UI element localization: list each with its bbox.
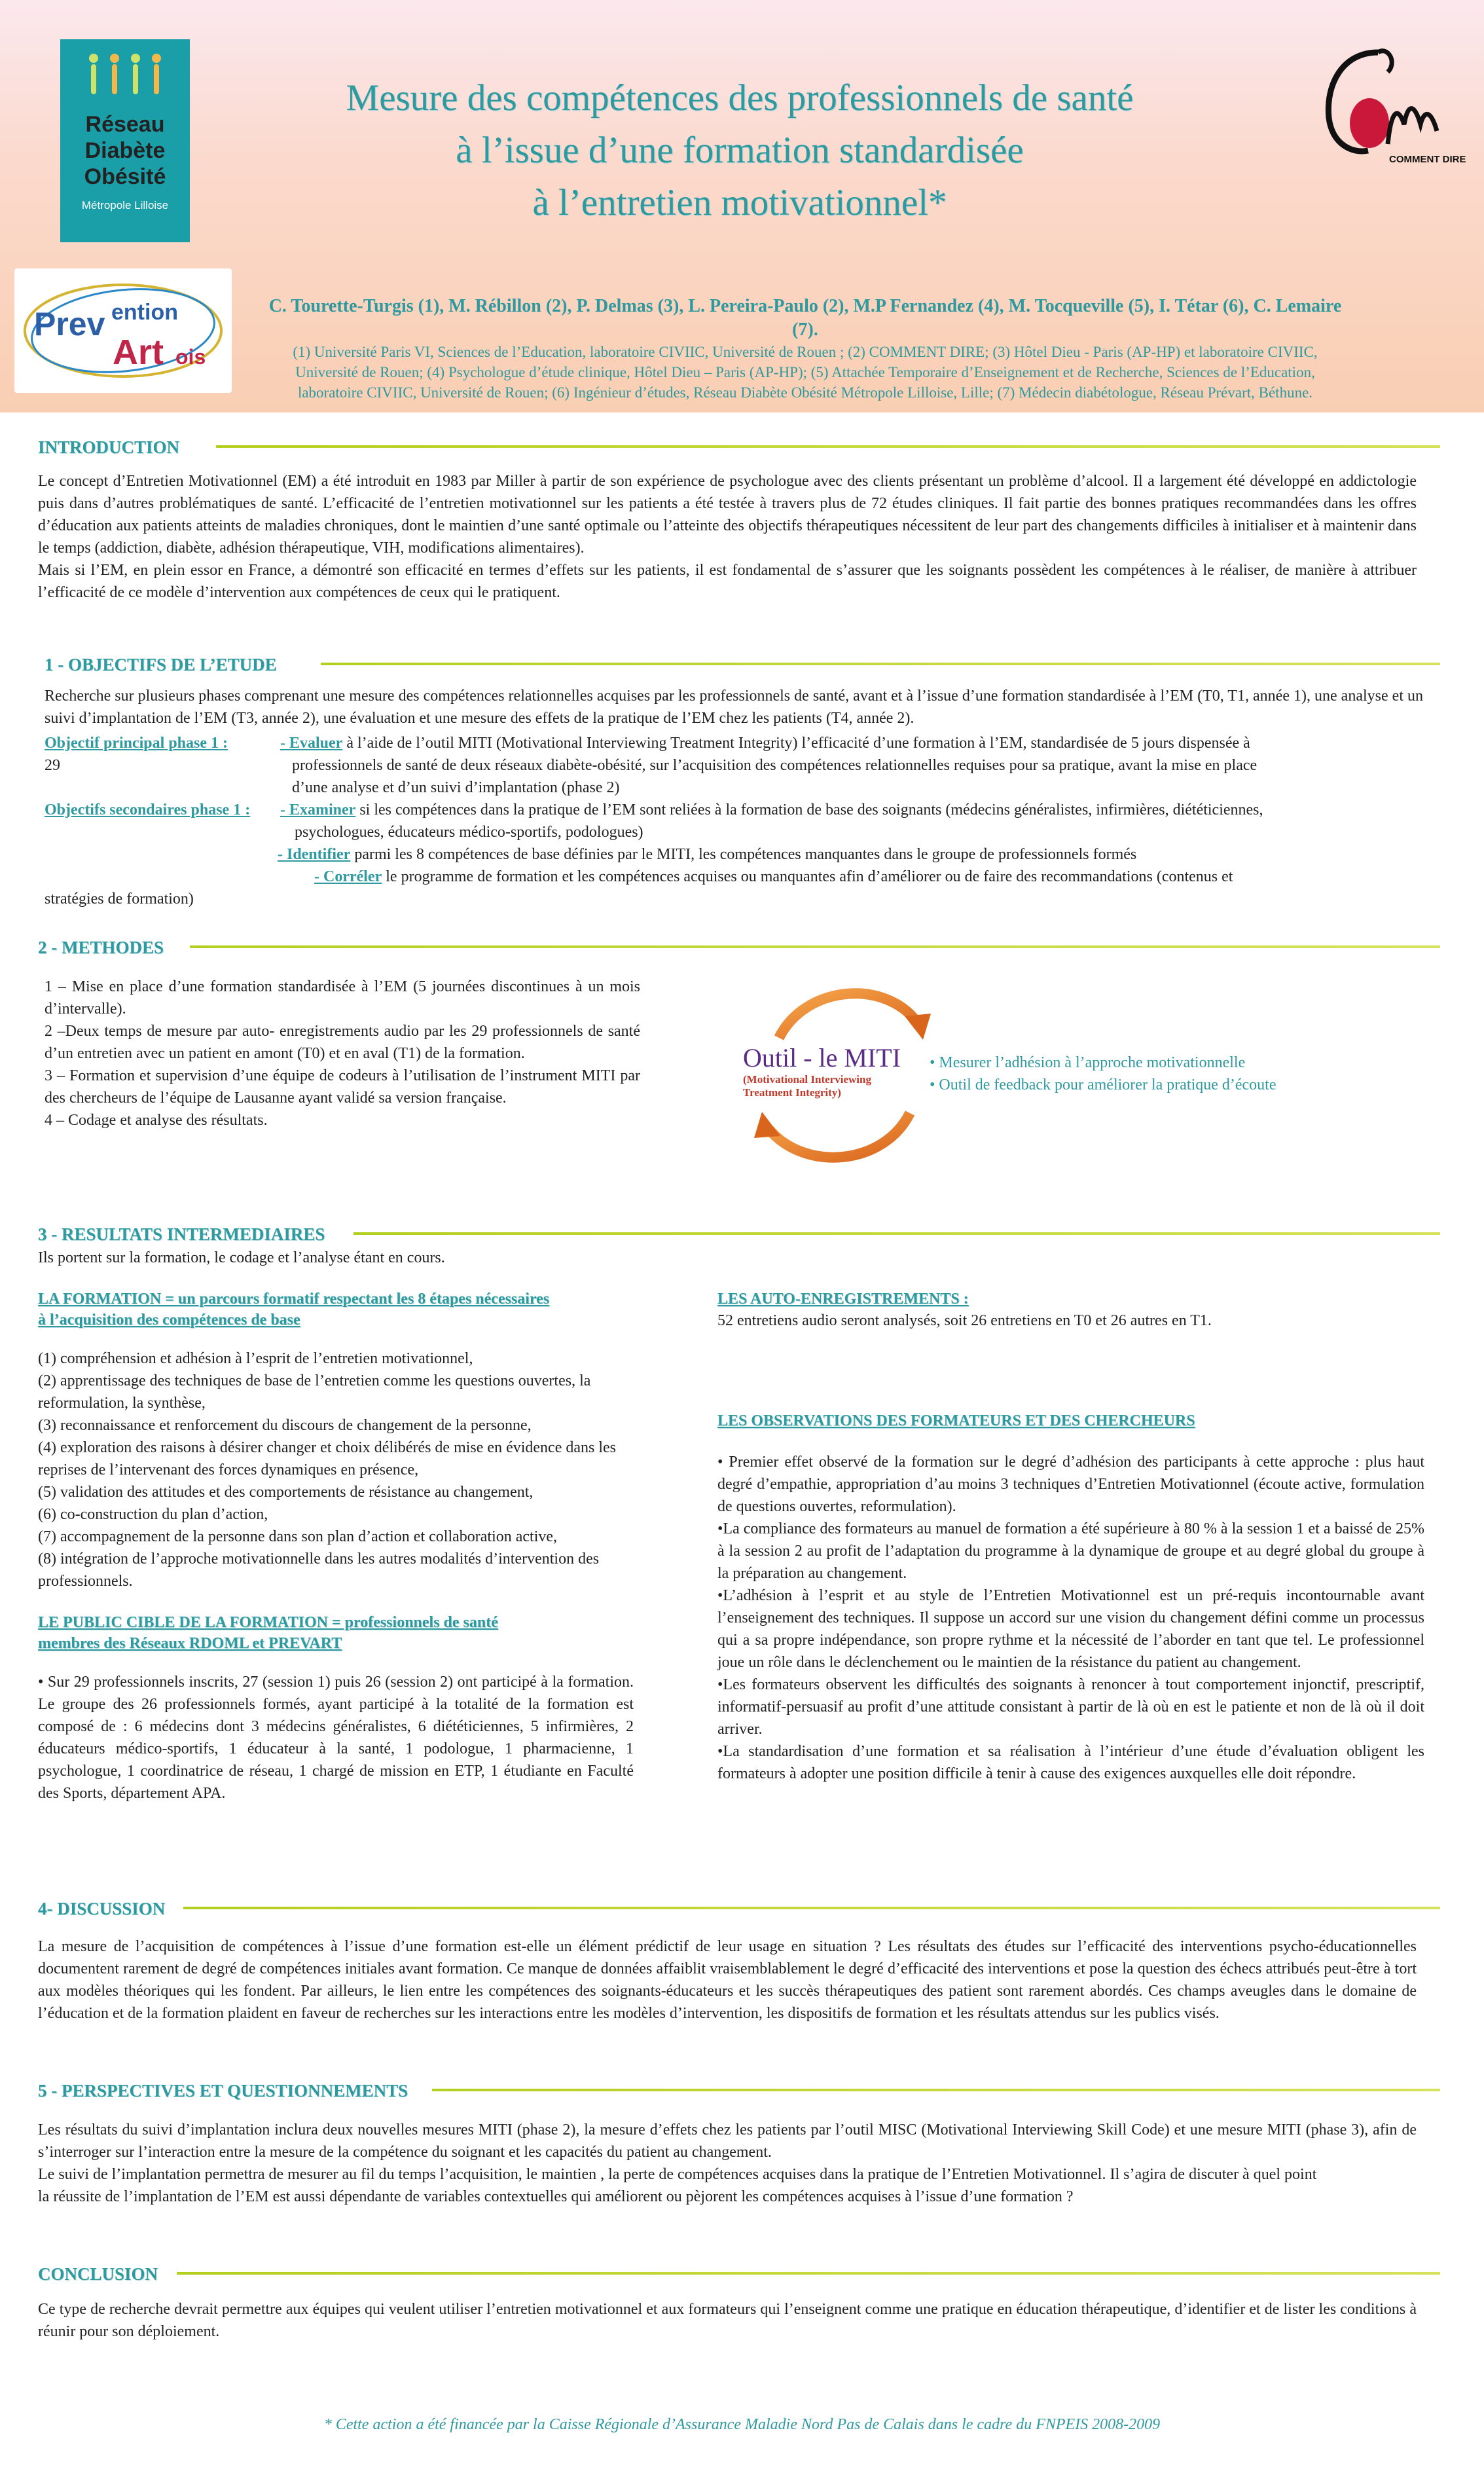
observations-heading: LES OBSERVATIONS DES FORMATEURS ET DES CHERCHEURS xyxy=(717,1412,1195,1429)
miti-points xyxy=(930,1052,1427,1096)
perspectives-paragraph: la réussite de l’implantation de l’EM est aussi dépendante de variables contextuelles qui améliorent ou pèjorent les compétences acquises à l’issue d’une formation ? xyxy=(38,2188,1074,2205)
objectif-principal-number: 29 xyxy=(45,757,60,774)
rdo-logo-subtitle: Métropole Lilloise xyxy=(81,199,169,211)
miti-label xyxy=(743,1042,939,1099)
observations-block xyxy=(717,1289,1424,1785)
methodes-item: 4 – Codage et analyse des résultats. xyxy=(45,1112,268,1129)
objectif-principal-text3: d’une analyse et d’un suivi d’implantation (phase 2) xyxy=(292,779,620,796)
people-icon xyxy=(60,39,190,106)
cycle-arrowhead-bottom xyxy=(754,1112,780,1138)
formation-item: (1) compréhension et adhésion à l’esprit de l’entretien motivationnel, xyxy=(38,1350,473,1367)
objectif-secondaire-3-verb: - Corréler xyxy=(314,868,382,885)
perspectives-heading: 5 - PERSPECTIVES ET QUESTIONNEMENTS xyxy=(38,2081,408,2100)
title-line3: à l’entretien motivationnel* xyxy=(532,182,947,223)
intro-paragraph-1: Le concept d’Entretien Motivationnel (EM) a été introduit en 1983 par Miller à partir de son expérience de psychologue avec des clients présentant un problème d’alcool. Il a largement été développé en addictologie puis dans d’autres problématiques de santé. L’efficacité de l’entretien motivationnel sur les patients a été testée à travers plus de 72 études cliniques. Il fait partie des bonnes pratiques recommandées dans les offres d’éducation aux patients atteints de maladies chroniques, dont le maintien d’une santé optimale ou l’atteinte des objectifs thérapeutiques nécessitent de leur part des changements difficiles à initialiser et à maintenir dans le temps (addiction, diabète, adhésion thérapeutique, VIH, modifications alimentaires). xyxy=(38,473,1417,557)
perspectives-paragraph: Les résultats du suivi d’implantation inclura deux nouvelles mesures MITI (phase 2), la mesure d’effets chez les patients par l’outil MISC (Motivational Interviewing Skill Code) et une mesure MITI (phase 3), afin de s’interroger sur l’interaction entre la mesure de la compétence du soignant et les capacités du patient au changement. xyxy=(38,2121,1417,2161)
prevart-logo-text4: ois xyxy=(175,345,206,369)
cycle-arrow-bottom xyxy=(769,1113,910,1158)
observation-item: •L’adhésion à l’esprit et au style de l’Entretien Motivationnel est un pré-requis incontournable avant l’enseignement des techniques. Il suppose un accord sur une vision du changement défini comme un processus qui a sa propre indépendance, son propre rythme et la nécessité de l’aborder en tant que tel. Le professionnel joue un rôle dans le déclenchement ou le maintien de la résistance du patient au changement. xyxy=(717,1587,1424,1671)
methodes-list xyxy=(45,976,640,1131)
formation-item: (2) apprentissage des techniques de base de l’entretien comme les questions ouvertes, la reformulation, la synthèse, xyxy=(38,1372,591,1412)
intro-heading: INTRODUCTION xyxy=(38,437,180,457)
rdo-logo-line1: Réseau xyxy=(85,112,165,137)
authors-block xyxy=(268,295,1342,403)
formation-item: (7) accompagnement de la personne dans son plan d’action et collaboration active, xyxy=(38,1528,558,1545)
title-line2: à l’issue d’une formation standardisée xyxy=(456,130,1024,171)
objectif-principal-text1: à l’aide de l’outil MITI (Motivational Interviewing Treatment Integrity) l’efficacité d’une formation à l’EM, standardisée de 5 jours dispensée à xyxy=(342,735,1250,752)
formation-item: (3) reconnaissance et renforcement du discours de changement de la personne, xyxy=(38,1417,532,1434)
observation-item: •La standardisation d’une formation et sa réalisation à l’intérieur d’une étude d’évaluation obligent les formateurs à adopter une position difficile à tenir à cause des exigences auxquelles elle doit répondre. xyxy=(717,1743,1424,1782)
public-heading-1: LE PUBLIC CIBLE DE LA FORMATION = professionnels de santé xyxy=(38,1614,498,1631)
section-divider xyxy=(190,945,1440,948)
perspectives-text xyxy=(38,2119,1417,2208)
objectif-secondaire-1-verb: - Examiner xyxy=(280,801,356,818)
resultats-intro: Ils portent sur la formation, le codage et l’analyse étant en cours. xyxy=(38,1249,445,1266)
poster-title xyxy=(223,72,1257,229)
section-divider xyxy=(177,2272,1440,2275)
miti-point: • Mesurer l’adhésion à l’approche motivationnelle xyxy=(930,1054,1246,1071)
section-divider xyxy=(432,2089,1440,2091)
intro-paragraph-2: Mais si l’EM, en plein essor en France, a démontré son efficacité en termes d’effets sur les patients, il est fondamental de s’assurer que les soignants possèdent les compétences à le réaliser, de manière à attribuer l’efficacité de ce modèle d’intervention aux compétences de ceux qui le pratiquent. xyxy=(38,562,1417,601)
formation-heading-1: LA FORMATION = un parcours formatif respectant les 8 étapes nécessaires xyxy=(38,1291,550,1308)
commentdire-logo-text: COMMENT DIRE xyxy=(1389,154,1466,165)
objectifs-secondaires-label: Objectifs secondaires phase 1 : xyxy=(45,801,251,818)
discussion-text: La mesure de l’acquisition de compétences à l’issue d’une formation est-elle un élément prédictif de leur usage en situation ? Les résultats des études sur l’efficacité des interventions psycho-éducationnelles documentent rarement de degré de compétences initiales avant formation. Ce manque de données affaiblit vraisemblablement le degré d’efficacité des interventions et pose la question des échecs attribués peut-être à tort aux modèles théoriques qui les fondent. Par ailleurs, le lien entre les compétences des soignants-éducateurs et les succès thérapeutiques des patient sont rarement abordés. Ces champs aveugles dans le domaine de l’éducation et de la formation plaident en faveur de recherches sur les interactions entre les modèles d’intervention, les dispositifs de formation et les résultats attendus sur les publics visés. xyxy=(38,1938,1417,2022)
miti-title: Outil - le MITI xyxy=(743,1043,901,1072)
auto-enregistrements-heading: LES AUTO-ENREGISTREMENTS : xyxy=(717,1291,969,1308)
formation-block xyxy=(38,1289,693,1805)
miti-subtitle-1: (Motivational Interviewing xyxy=(743,1073,871,1086)
objectif-principal-text2: professionnels de santé de deux réseaux diabète-obésité, sur l’acquisition des compétences relationnelles requises pour sa pratique, avant la mise en place xyxy=(292,757,1258,774)
cycle-arrow-top xyxy=(779,993,916,1038)
formation-item: (6) co-construction du plan d’action, xyxy=(38,1506,268,1523)
commentdire-logo xyxy=(1316,46,1466,177)
public-heading-2: membres des Réseaux RDOML et PREVART xyxy=(38,1635,342,1652)
section-divider xyxy=(353,1232,1440,1235)
objectif-secondaire-3-text1: le programme de formation et les compétences acquises ou manquantes afin d’améliorer ou de faire des recommandations (contenus et xyxy=(382,868,1233,885)
observation-item: • Premier effet observé de la formation sur le degré d’adhésion des participants à cette approche : plus haut degré d’empathie, appropriation d’au moins 3 techniques d’Entretien Motivationnel (écoute active, formulation de questions ouvertes, reformulation). xyxy=(717,1454,1424,1515)
section-divider xyxy=(216,445,1440,448)
objectif-secondaire-1-text2: psychologues, éducateurs médico-sportifs, podologues) xyxy=(295,824,643,841)
miti-subtitle-2: Treatment Integrity) xyxy=(743,1086,841,1099)
prevart-logo-text3: Art xyxy=(113,333,164,372)
cycle-arrowhead-top xyxy=(905,1014,931,1040)
objectifs-details xyxy=(45,732,1423,910)
miti-point: • Outil de feedback pour améliorer la pratique d’écoute xyxy=(930,1076,1276,1093)
auto-enregistrements-text: 52 entretiens audio seront analysés, soit 26 entretiens en T0 et 26 autres en T1. xyxy=(717,1312,1212,1329)
prevart-logo-text1: Prev xyxy=(34,306,105,342)
rdo-logo-line3: Obésité xyxy=(84,164,166,189)
formation-item: (8) intégration de l’approche motivationnelle dans les autres modalités d’intervention des professionnels. xyxy=(38,1550,600,1590)
objectifs-heading: 1 - OBJECTIFS DE L’ETUDE xyxy=(45,655,277,674)
discussion-heading: 4- DISCUSSION xyxy=(38,1899,166,1918)
public-text: • Sur 29 professionnels inscrits, 27 (session 1) puis 26 (session 2) ont participé à la formation. Le groupe des 26 professionnels formés, ayant participé à la totalité de la formation est composé de : 6 médecins dont 3 médecins généralistes, 6 diététiciennes, 5 infirmières, 2 éducateurs médico-sportifs, 1 éducateur à la santé, 1 podologue, 1 pharmacienne, 1 psychologue, 1 coordinatrice de réseau, 1 chargé de mission en ETP, 1 étudiante en Faculté des Sports, département APA. xyxy=(38,1674,634,1802)
observation-item: •Les formateurs observent les difficultés des soignants à renoncer à tout comportement injonctif, prescriptif, informatif-persuasif au profit d’une attitude consistant à partir de là où en est le patiente et non de là où il doit arriver. xyxy=(717,1676,1424,1738)
prevart-logo xyxy=(14,268,232,393)
resultats-heading: 3 - RESULTATS INTERMEDIAIRES xyxy=(38,1224,325,1244)
rdo-logo-line2: Diabète xyxy=(84,138,166,163)
formation-heading-2: à l’acquisition des compétences de base xyxy=(38,1311,300,1329)
formation-item: (4) exploration des raisons à désirer changer et choix délibérés de mise en évidence dans les reprises de l’intervenant des forces dynamiques en présence, xyxy=(38,1439,616,1478)
objectif-principal-verb: - Evaluer xyxy=(280,735,343,752)
observations-items xyxy=(717,1451,1424,1785)
author-names: C. Tourette-Turgis (1), M. Rébillon (2), P. Delmas (3), L. Pereira-Paulo (2), M.P Fernandez (4), M. Tocqueville (5), I. Tétar (6), C. Lemaire (7). xyxy=(268,296,1342,340)
formation-item: (5) validation des attitudes et des comportements de résistance au changement, xyxy=(38,1484,534,1501)
author-affiliations: (1) Université Paris VI, Sciences de l’Education, laboratoire CIVIIC, Université de Rouen ; (2) COMMENT DIRE; (3) Hôtel Dieu - Paris (AP-HP) et laboratoire CIVIIC, Université de Rouen; (4) Psychologue d’étude clinique, Hôtel Dieu – Paris (AP-HP); (5) Attachée Temporaire d’Enseignement et de Recherche, Sciences de l’Education, laboratoire CIVIIC, Université de Rouen; (6) Ingénieur d’études, Réseau Diabète Obésité Métropole Lilloise, Lille; (7) Médecin diabétologue, Réseau Prévart, Béthune. xyxy=(293,344,1318,401)
objectif-secondaire-2-verb: - Identifier xyxy=(278,846,351,863)
conclusion-heading: CONCLUSION xyxy=(38,2264,158,2284)
methodes-item: 2 –Deux temps de mesure par auto- enregistrements audio par les 29 professionnels de santé d’un entretien avec un patient en amont (T0) et en aval (T1) de la formation. xyxy=(45,1023,640,1062)
methodes-item: 1 – Mise en place d’une formation standardisée à l’EM (5 journées discontinues à un mois d’intervalle). xyxy=(45,978,640,1018)
prevart-logo-text2: ention xyxy=(111,300,178,325)
methodes-item: 3 – Formation et supervision d’une équipe de codeurs à l’utilisation de l’instrument MITI par des chercheurs de l’équipe de Lausanne ayant validé sa version française. xyxy=(45,1067,640,1107)
methodes-heading: 2 - METHODES xyxy=(38,938,164,957)
perspectives-paragraph: Le suivi de l’implantation permettra de mesurer au fil du temps l’acquisition, le maintien , la perte de compétences acquises dans la pratique de l’Entretien Motivationnel. Il s’agira de discuter à quel point xyxy=(38,2166,1317,2183)
title-line1: Mesure des compétences des professionnels de santé xyxy=(346,77,1134,119)
objectif-secondaire-3-text2: stratégies de formation) xyxy=(45,890,194,908)
observation-item: •La compliance des formateurs au manuel de formation a été supérieure à 80 % à la session 1 et a baissé de 25% à la session 2 au profit de l’adaptation du programme à la dynamique de groupe et au degré global du groupe à la préparation au changement. xyxy=(717,1520,1424,1582)
objectif-secondaire-1-text1: si les compétences dans la pratique de l’EM sont reliées à la formation de base des soignants (médecins généralistes, infirmières, diététiciennes, xyxy=(355,801,1263,818)
section-divider xyxy=(183,1907,1440,1909)
objectif-secondaire-2-text: parmi les 8 compétences de base définies par le MITI, les compétences manquantes dans le groupe de professionnels formés xyxy=(350,846,1137,863)
section-divider xyxy=(321,663,1440,665)
objectifs-intro: Recherche sur plusieurs phases comprenant une mesure des compétences relationnelles acquises par les professionnels de santé, avant et à l’issue d’une formation standardisée à l’EM (T0, T1, année 1), une analyse et un suivi d’implantation de l’EM (T3, année 2), une évaluation et une mesure des effets de la pratique de l’EM chez les patients (T4, année 2). xyxy=(45,688,1423,727)
footnote: * Cette action a été financée par la Caisse Régionale d’Assurance Maladie Nord Pas de Calais dans le cadre du FNPEIS 2008-2009 xyxy=(323,2416,1161,2433)
objectif-principal-label: Objectif principal phase 1 : xyxy=(45,735,228,752)
conclusion-text: Ce type de recherche devrait permettre aux équipes qui veulent utiliser l’entretien motivationnel et aux formateurs qui l’enseignent comme une pratique en éducation thérapeutique, d’identifier et de lister les conditions à réunir pour son déploiement. xyxy=(38,2301,1417,2340)
rdo-logo xyxy=(60,39,190,242)
intro-text xyxy=(38,470,1417,604)
formation-items xyxy=(38,1348,634,1592)
